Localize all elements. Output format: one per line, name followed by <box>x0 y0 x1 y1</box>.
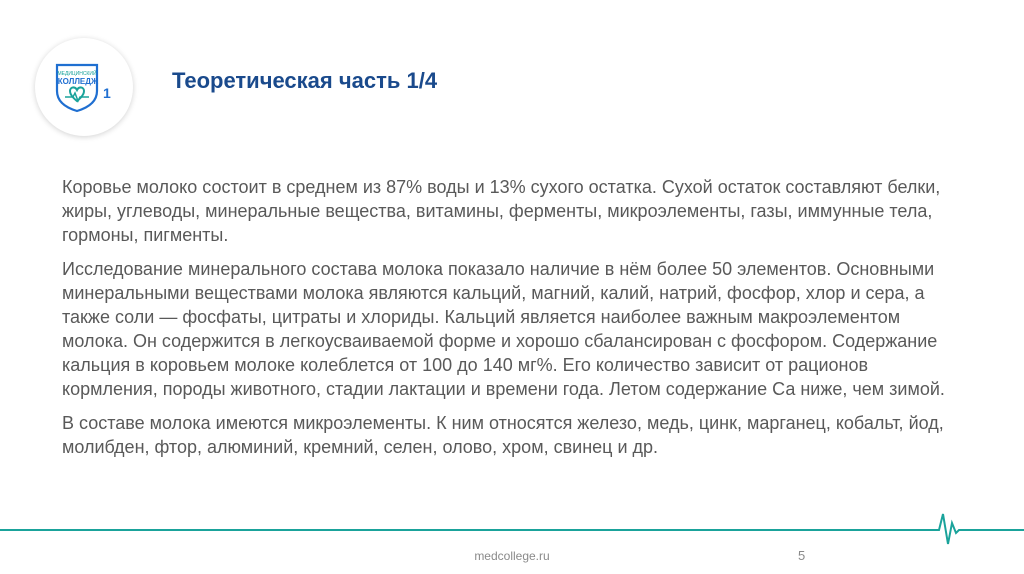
logo-number: 1 <box>103 85 111 101</box>
slide-title: Теоретическая часть 1/4 <box>172 68 438 93</box>
paragraph-composition: Коровье молоко состоит в среднем из 87% воды и 13% сухого остатка. Сухой остаток составляют белки, жиры, углеводы, минеральные вещества, витамины, ферменты, микроэлементы, газы, иммунные тела, гормоны, пигменты. <box>62 177 941 245</box>
slide-body <box>62 175 962 469</box>
logo-badge <box>35 38 133 136</box>
medical-college-logo-icon <box>53 61 115 113</box>
logo-text-line2: КОЛЛЕДЖ <box>57 77 99 86</box>
paragraph-minerals: Исследование минерального состава молока показало наличие в нём более 50 элементов. Основными минеральными веществами молока являются кальций, магний, калий, натрий, фосфор, хлор и сера, а также соли — фосфаты, цитраты и хлориды. Кальций является наиболее важным макроэлементом молока. Он содержится в легкоусваиваемой форме и хорошо сбалансирован с фосфором. Содержание кальция в коровьем молоке колеблется от 100 до 140 мг%. Его количество зависит от рационов кормления, породы животного, стадии лактации и времени года. Летом содержание Са ниже, чем зимой. <box>62 259 945 399</box>
footer-website: medcollege.ru <box>474 549 550 563</box>
paragraph-microelements: В составе молока имеются микроэлементы. К ним относятся железо, медь, цинк, марганец, кобальт, йод, молибден, фтор, алюминий, кремний, селен, олово, хром, свинец и др. <box>62 413 944 457</box>
logo-text-line1: МЕДИЦИНСКИЙ <box>57 71 97 77</box>
page-number: 5 <box>798 548 806 563</box>
pulse-line-decoration <box>0 508 1024 548</box>
